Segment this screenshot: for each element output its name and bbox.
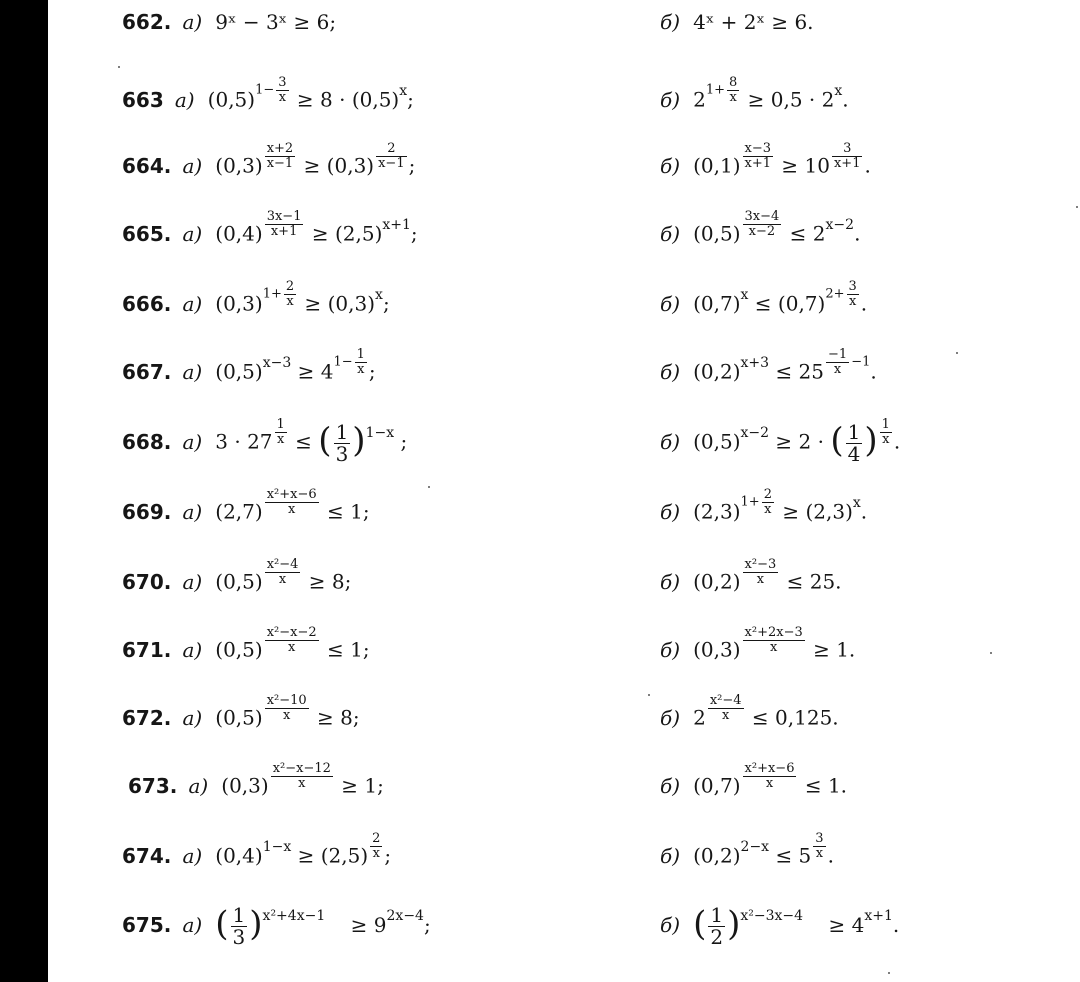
rhs: ≥ 8; [308,569,352,594]
base: (0,2) [693,843,741,868]
exponent: $\frac{-1}{x}$ −1 [828,347,871,377]
rhs: ≥ 1. [813,637,856,662]
base: (0,3) [693,637,741,662]
problem-number: 668. [122,429,172,454]
problem-666 [122,280,390,316]
inequality-b [693,832,834,868]
exponent: $\frac{\text{x²−10}}{x}$ [266,693,307,723]
problem-674-b [660,832,834,868]
part-b-label: б) [660,913,681,937]
problem-669 [122,488,370,524]
inequality-a [215,626,369,662]
exponent: 1+ $\frac{8}{x}$ [705,75,738,105]
inequality-a [215,348,375,384]
problem-number: 666. [122,291,172,316]
part-a-label: а) [182,153,203,178]
problem-671-b [660,626,855,662]
part-b-label: б) [660,705,681,730]
punct: ; [400,429,408,454]
scan-speck [428,486,430,488]
punct: . [893,429,901,454]
rhs: ≤ (0,7) [754,291,826,316]
exponent: x²−3x−4 [740,908,804,925]
part-b-label: б) [660,499,681,524]
exponent: 1−x [262,838,292,855]
problem-number: 664. [122,153,172,178]
exponent: x+1 [864,908,893,925]
problem-668-b [660,418,900,465]
exponent: $\frac{\text{x²+x−6}}{x}$ [266,487,317,517]
inequality-b [693,694,839,730]
problem-663-b [660,76,849,112]
scan-speck [888,972,890,974]
textbook-page [48,0,1080,982]
rhs: ≤ 5 [775,843,812,868]
exponent: 2x−4 [386,908,424,925]
exponent: 1− $\frac{3}{x}$ [255,75,287,105]
problem-number: 662. [122,10,172,34]
problem-672 [122,694,360,730]
rhs: ≥ 10 [781,153,830,178]
exponent: x²+4x−1 [262,908,326,925]
inequality-a [215,694,359,730]
problem-667 [122,348,376,384]
base: (0,5) [207,87,256,112]
scan-speck [648,694,650,696]
exponent: x+1 [382,216,411,233]
inequality-a: 9ˣ − 3ˣ ≥ 6; [215,10,337,34]
inequality-b [693,210,860,246]
part-a-label: а) [182,10,203,34]
base: (0,2) [693,359,741,384]
exponent: 1− $\frac{1}{x}$ [333,347,365,377]
part-b-label: б) [660,221,681,246]
inequality-b: 21+ $\frac{8}{x}$ ≥ $0,5 \cdot 2^x$. [693,75,849,112]
rhs: ≤ 1; [327,637,370,662]
problem-number: 663 [122,87,164,112]
problem-number: 673. [128,773,178,798]
problem-675 [122,904,431,948]
base: (0,3) [221,773,269,798]
base: (0,5) [215,705,263,730]
base: (0,5) [215,569,263,594]
part-b-label: б) [660,773,681,798]
inequality-b [693,348,877,384]
exponent: $\frac{1}{x}$ [881,417,890,447]
part-a-label: а) [182,291,203,316]
rhs: ≤ 1. [804,773,848,798]
exponent: 1+ $\frac{2}{x}$ [262,279,295,309]
part-b-label: б) [660,291,681,316]
rhs: ≤ 25 [775,359,825,384]
problem-number: 675. [122,913,172,937]
problem-number: 674. [122,843,172,868]
punct: . [870,359,877,384]
scan-speck [990,652,992,654]
part-a-label: а) [182,637,203,662]
problem-number: 669. [122,499,172,524]
punct: ; [368,359,376,384]
exponent: $\frac{3x-4}{x-2}$ [744,209,780,239]
part-b-label: б) [660,153,681,178]
rhs: ≥ 4 [297,359,334,384]
base: (2,3) [693,499,741,524]
problem-672-b [660,694,839,730]
problem-664-b [660,142,871,178]
part-a-label: а) [182,359,203,384]
part-a-label: а) [182,843,203,868]
problem-674 [122,832,391,868]
problem-663 [122,76,414,112]
punct: . [892,913,900,937]
base: (0,5) [693,221,741,246]
part-a-label: а) [188,773,209,798]
problem-670-b [660,558,842,594]
exponent: $\frac{\text{x²−x−2}}{x}$ [266,625,317,655]
exponent: x−3 [262,354,292,371]
exponent: 2+ $\frac{3}{x}$ [825,279,857,309]
inequality-a [215,558,351,594]
inequality-a [215,488,369,524]
inequality-b: (2,3)1+ $\frac{2}{x}$ ≥ $(2,3)^x$. [693,487,868,524]
problem-665-b [660,210,860,246]
part-b-label: б) [660,359,681,384]
problem-673-b [660,762,847,798]
problem-673 [128,762,384,798]
part-a-label: а) [182,569,203,594]
part-b-label: б) [660,843,681,868]
inequality-a [215,142,415,178]
rhs: ≥ 4 [828,913,865,937]
exponent: $\frac{\text{x²−4}}{x}$ [709,693,742,723]
problem-number: 671. [122,637,172,662]
exponent: $\frac{3}{x+1}$ [833,141,861,171]
part-a-label: а) [182,221,203,246]
part-a-label: а) [182,913,203,937]
inequality-b [693,762,847,798]
part-a-label: а) [182,429,203,454]
punct: ; [423,913,431,937]
base: (0,5) [693,429,741,454]
exponent: $\frac{\text{x²−x−12}}{x}$ [272,761,331,791]
rhs: ≤ 0,125. [751,705,839,730]
inequality-b [693,142,871,178]
exponent: $\frac{2}{x}$ [372,831,381,861]
rhs: ≤ 1; [327,499,370,524]
exponent: x+3 [740,354,770,371]
exponent: $\frac{3x-1}{x+1}$ [266,209,302,239]
inequality-b: $(0,7)^x \le (0,7)2+$ $\frac{3}{x}$ . [693,279,868,316]
problem-662-b [660,10,814,34]
problem-664 [122,142,415,178]
part-b-label: б) [660,569,681,594]
exponent: $\frac{x-3}{x+1}$ [744,141,772,171]
punct: . [854,221,861,246]
problem-666-b [660,280,867,316]
base: (0,3) [215,153,263,178]
part-b-label: б) [660,87,681,112]
exponent: $\frac{1}{x}$ [276,417,285,447]
inequality-a: (0,3)1+ $\frac{2}{x}$ ≥ $(0,3)^x$; [215,279,390,316]
exponent: x−2 [825,216,855,233]
problem-number: 667. [122,359,172,384]
rhs: ≤ 2 [789,221,826,246]
inequality-b [693,558,841,594]
scan-speck [956,352,958,354]
exponent: 2−x [740,838,770,855]
problem-668 [122,418,407,465]
part-b-label: б) [660,637,681,662]
exponent: $\frac{3}{x}$ [815,831,824,861]
inequality-b: ( $\frac{1}{2}$ )$^{x^2-3x-4}$ ≥ $4^{x+1}$. [693,903,900,949]
problem-670 [122,558,351,594]
rhs: ≤ 25. [786,569,842,594]
inequality-a [221,762,384,798]
rhs: ≥ (0,3) [303,153,375,178]
inequality-a [215,832,391,868]
base: 2 [693,87,706,112]
exponent: $\frac{\text{x²−4}}{x}$ [266,557,299,587]
exponent: $\frac{x+2}{x-1}$ [266,141,294,171]
scan-speck [118,66,120,68]
rhs: ≥ 8; [317,705,360,730]
base: (2,7) [215,499,263,524]
part-a-label: а) [174,87,195,112]
inequality-a: 3 · 27 $\frac{1}{x}$ ≤ ( $\frac{1}{3}$ )$^{1-x}$ ; [215,417,408,466]
inequality-b [693,626,855,662]
inequality-a: (0,5)1− $\frac{3}{x}$ ≥ $8 \cdot (0,5)^x$; [207,75,414,112]
base: (0,3) [215,291,263,316]
exponent: $\frac{2}{x-1}$ [378,141,405,171]
base: (0,5) [215,637,263,662]
base: (0,4) [215,221,263,246]
base: (0,2) [693,569,741,594]
part-b-label: б) [660,10,681,34]
problem-665 [122,210,418,246]
problem-667-b [660,348,877,384]
exponent: $\frac{\text{x²−3}}{x}$ [744,557,777,587]
inequality-b: $(0,5)^{x-2} \ge 2$ · ( $\frac{1}{4}$ ) $\frac{1}{x}$ . [693,417,901,466]
inequality-a: ( $\frac{1}{3}$ )$^{x^2+4x-1}$ ≥ $9^{2x-4}$; [215,903,431,949]
punct: . [860,291,868,316]
punct: ; [384,843,392,868]
inequality-b: 4ˣ + 2ˣ ≥ 6. [693,10,814,34]
exponent: 1+ $\frac{2}{x}$ [740,487,772,517]
problem-number: 665. [122,221,172,246]
base: (0,4) [215,843,263,868]
rhs: ≥ 1; [341,773,384,798]
base: 2 [693,705,706,730]
punct: . [827,843,834,868]
base: (0,1) [693,153,741,178]
problem-number: 670. [122,569,172,594]
problem-662 [122,10,336,34]
inequality-a [215,210,417,246]
exponent: $\frac{\text{x²+x−6}}{x}$ [744,761,795,791]
exponent: x−2 [740,424,770,441]
part-a-label: а) [182,705,203,730]
base: (0,7) [693,773,741,798]
punct: . [864,153,871,178]
rhs: ≥ (2,5) [311,221,383,246]
part-b-label: б) [660,429,681,454]
problem-671 [122,626,370,662]
rhs: ≥ 9 [350,913,387,937]
scan-edge-shadow [0,0,48,982]
part-a-label: а) [182,499,203,524]
exponent: 1−x [365,424,395,441]
problem-669-b [660,488,867,524]
punct: ; [410,221,418,246]
problem-number: 672. [122,705,172,730]
rhs: ≥ (2,5) [297,843,369,868]
problem-675-b [660,904,899,948]
base: (0,5) [215,359,263,384]
exponent: $\frac{\text{x²+2x−3}}{x}$ [744,625,803,655]
scan-speck [1076,206,1078,208]
punct: ; [408,153,416,178]
